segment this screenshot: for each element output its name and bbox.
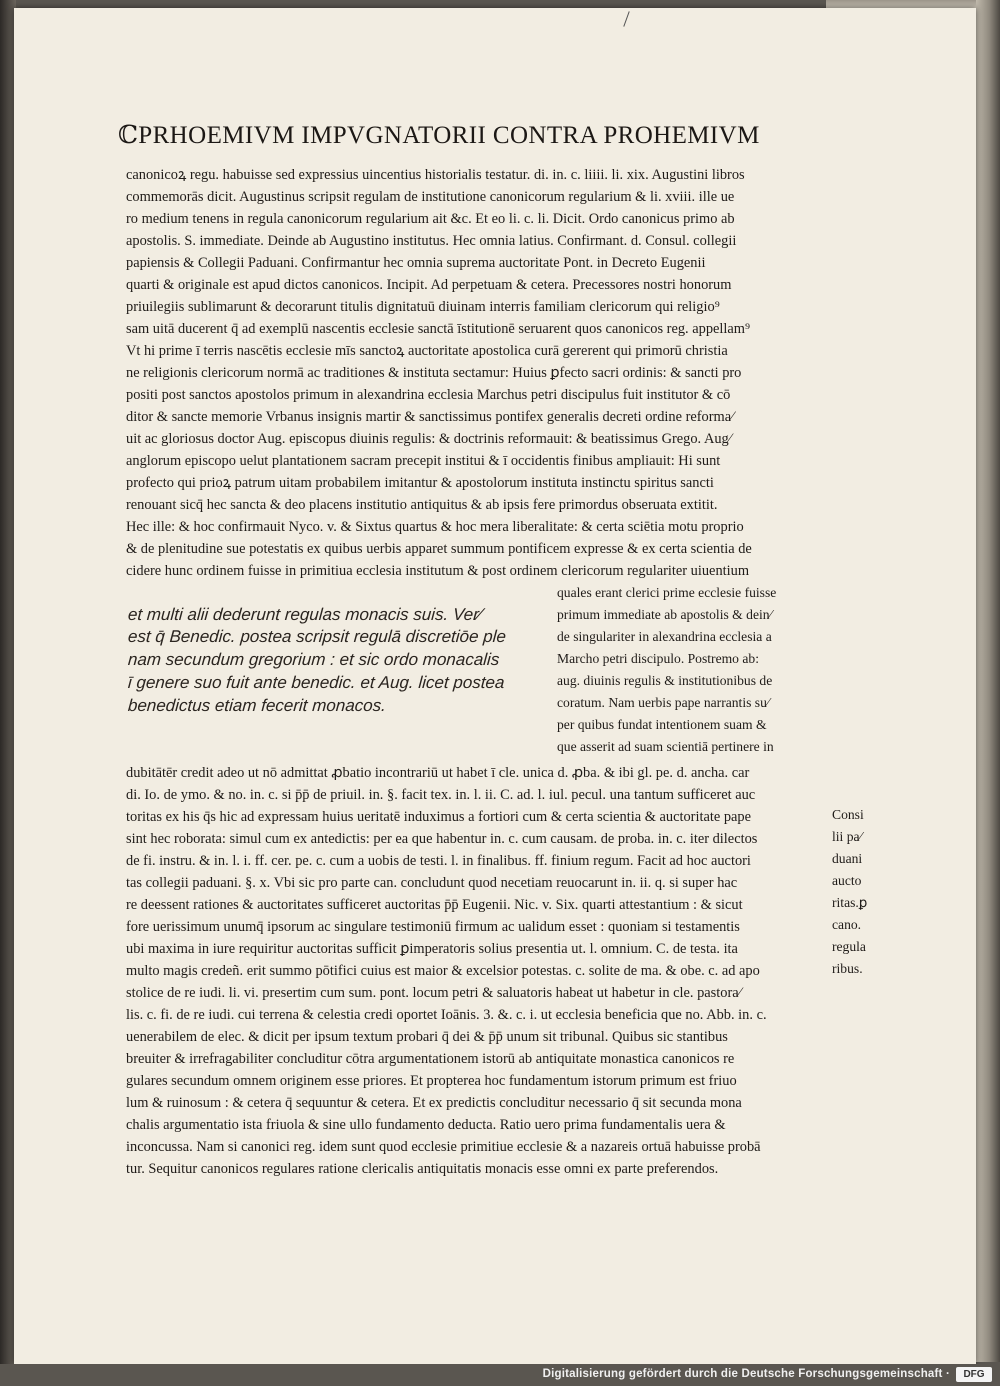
text-line: priuilegiis sublimarunt & decorarunt titulis dignitatuū diuinam interris familiam clericorum qui religio⁹	[126, 299, 720, 315]
text-line: stolice de re iudi. li. vi. presertim cum sum. pont. locum petri & saluatoris habeat ut habetur in cle. pastora⁄	[126, 985, 742, 1001]
margin-line: cano.	[832, 917, 862, 932]
text-line: commemorās dicit. Augustinus scripsit regulam de institutione canonicorum regularium & li. xviii. ille ue	[126, 189, 735, 205]
text-line: ro medium tenens in regula canonicorum regularium ait &c. Et eo li. c. li. Dicit. Ordo canonicus primo ab	[126, 211, 735, 227]
margin-line: Consi	[832, 807, 864, 822]
dfg-logo-icon: DFG	[956, 1367, 992, 1382]
margin-line: regula	[832, 939, 866, 954]
footer-credit: Digitalisierung gefördert durch die Deutsche Forschungsgemeinschaft ·	[542, 1368, 950, 1380]
text-line: renouant sicq̄ hec sancta & deo placens institutio antiquitus & ab ipsis fere primordus obseruata extitit.	[126, 497, 718, 513]
text-line: di. Io. de ymo. & no. in. c. si p̄p̄ de priuil. in. §. facit tex. in. l. ii. C. ad. l. iul. pecul. una tantum sufficeret auc	[126, 787, 756, 803]
text-line: gulares secundum omnem originem esse priores. Et propterea hoc fundamentum istorum primum est friuo	[126, 1073, 737, 1089]
text-line: primum immediate ab apostolis & dein⁄	[557, 607, 772, 622]
margin-line: lii pa⁄	[832, 829, 862, 844]
margin-line: ritas.ꝑ	[832, 895, 868, 910]
ink-mark	[623, 11, 629, 26]
page-stack-edge	[974, 0, 1000, 1362]
handwritten-line: et multi alii dederunt regulas monacis suis. Ver⁄	[127, 605, 483, 624]
text-line: tur. Sequitur canonicos regulares ratione clericalis antiquitatis monacis esse omni ex parte preferendos.	[126, 1161, 719, 1177]
handwritten-line: benedictus etiam fecerit monacos.	[127, 696, 387, 715]
text-line: quarti & originale est apud dictos canonicos. Incipit. Ad perpetuam & cetera. Precessores nostri honorum	[126, 277, 732, 293]
margin-line: ribus.	[832, 961, 863, 976]
text-line: sam uitā ducerent q̄ ad exemplū nascentis ecclesie sanctā īstitutionē seruarent quos canonicos reg. appellam⁹	[126, 321, 750, 337]
text-line: positi post sanctos apostolos primum in alexandrina ecclesia Marchus petri discipulus fuit institutor & cō	[126, 387, 731, 403]
text-line: Vt hi prime ī terris nascētis ecclesie mīs sanctoꝝ auctoritate apostolica curā gererent qui primorū christia	[126, 343, 728, 359]
text-line: breuiter & irrefragabiliter concluditur cōtra argumentationem istorū ab antiquitate monastica canonicos re	[126, 1051, 735, 1067]
text-line: chalis argumentatio ista friuola & sine ullo fundamento deducta. Ratio uero prima fundamentalis uera &	[126, 1117, 726, 1133]
text-line: lum & ruinosum : & cetera q̄ sequuntur & cetera. Et ex predictis concluditur necessario q̄ sit secunda mona	[126, 1095, 742, 1111]
text-line: tas collegii paduani. §. x. Vbi sic pro parte can. concludunt quod necetiam reuocarunt in. ii. q. si super hac	[126, 875, 738, 891]
scanned-page	[14, 8, 976, 1364]
text-line: uit ac gloriosus doctor Aug. episcopus diuinis regulis: & doctrinis reformauit: & beatissimus Grego. Aug⁄	[126, 431, 732, 447]
text-line: canonicoꝝ regu. habuisse sed expressius uincentius historialis testatur. di. in. c. liiii. li. xix. Augustini libros	[126, 167, 745, 183]
text-line: toritas ex his q̄s hic ad expressam huius ueritatē induximus a fortiori cum & certa scientia & auctoritate pape	[126, 809, 752, 825]
text-line: sint hec roborata: simul cum ex antedictis: per ea que habentur in. c. cum causam. de proba. in. c. iter dilectos	[126, 831, 758, 847]
text-line: quales erant clerici prime ecclesie fuisse	[557, 585, 777, 600]
digitization-footer	[0, 1364, 1000, 1386]
handwritten-line: est q̄ Benedic. postea scripsit regulā discretiōe ple	[127, 627, 507, 646]
text-line: re deessent rationes & auctoritates sufficeret auctoritas p̄p̄ Eugenii. Nic. v. Six. quarti attestantium : & sicut	[126, 897, 743, 913]
text-line: profecto qui prioꝝ patrum uitam probabilem imitantur & apostolorum instituta instinctu spiritus sancti	[126, 475, 714, 491]
handwritten-line: nam secundum gregorium : et sic ordo monacalis	[127, 650, 501, 669]
text-line: coratum. Nam uerbis pape narrantis su⁄	[557, 695, 770, 710]
text-line: papiensis & Collegii Paduani. Confirmantur hec omnia suprema auctoritate Pont. in Decreto Eugenii	[126, 255, 706, 271]
margin-line: aucto	[832, 873, 862, 888]
text-line: apostolis. S. immediate. Deinde ab Augustino institutus. Hec omnia latius. Confirmant. d. Consul. collegii	[126, 233, 737, 249]
text-line: fore uerissimum unumq̄ ipsorum ac singulare testimoniū firmum ac ualidum esset : quoniam si testamentis	[126, 919, 740, 935]
text-line: multo magis credeñ. erit summo pōtifici cuius est maior & excelsior potestas. c. solite de ma. & obe. c. ad apo	[126, 963, 760, 979]
text-line: cidere hunc ordinem fuisse in primitiua ecclesia institutum & post ordinem clericorum regulariter uiuentium	[126, 563, 750, 579]
text-line: dubitātēr credit adeo ut nō admittat ꝓbatio incontrariū ut habet ī cle. unica d. ꝓba. & ibi gl. pe. d. ancha. car	[126, 765, 750, 781]
text-line: lis. c. fi. de re iudi. cui terrena & celestia credi oportet Ioānis. 3. &. c. i. ut ecclesia beneficia que no. Abb. in. c.	[126, 1007, 767, 1023]
text-line: que asserit ad suam scientiā pertinere in	[557, 739, 774, 754]
handwritten-line: ī genere suo fuit ante benedic. et Aug. licet postea	[127, 673, 506, 692]
text-line: & de plenitudine sue potestatis ex quibus uerbis apparet summum pontificem expresse & ex certa scientia de	[126, 541, 752, 557]
text-line: Hec ille: & hoc confirmauit Nyco. v. & Sixtus quartus & hoc mera liberalitate: & certa sciētia motu proprio	[126, 519, 744, 535]
text-line: inconcussa. Nam si canonici reg. idem sunt quod ecclesie primitiue ecclesie & a nazareis ortuā habuisse probā	[126, 1139, 761, 1155]
text-line: anglorum episcopo uelut plantationem sacram precepit institui & ī occidentis finibus ampliauit: Hi sunt	[126, 453, 721, 469]
text-line: de fi. instru. & in. l. i. ff. cer. pe. c. cum a uobis de testi. l. in finalibus. ff. finium regum. Facit ad hoc auctori	[126, 853, 751, 869]
text-line: Marcho petri discipulo. Postremo ab:	[557, 651, 759, 666]
text-line: ne religionis clericorum normā ac traditiones & instituta sectamur: Huius ꝑfecto sacri ordinis: & sancti pro	[126, 365, 742, 381]
margin-line: duani	[832, 851, 863, 866]
page-heading: ℂPRHOEMIVM IMPVGNATORII CONTRA PROHEMIVM	[118, 122, 760, 149]
text-line: de singulariter in alexandrina ecclesia a	[557, 629, 772, 644]
text-line: ditor & sancte memorie Vrbanus insignis martir & sanctissimus pontifex generalis decreti ordine reforma⁄	[126, 409, 734, 425]
text-line: ubi maxima in iure requiritur auctoritas sufficit ꝑimperatoris solius presentia ut. l. omnium. C. de testa. ita	[126, 941, 738, 957]
text-line: uenerabilem de elec. & dicit per ipsum textum probari q̄ dei & p̄p̄ unum sit tribunal. Quibus sic stantibus	[126, 1029, 728, 1045]
text-line: per quibus fundat intentionem suam &	[557, 717, 767, 732]
text-line: aug. diuinis regulis & institutionibus de	[557, 673, 773, 688]
